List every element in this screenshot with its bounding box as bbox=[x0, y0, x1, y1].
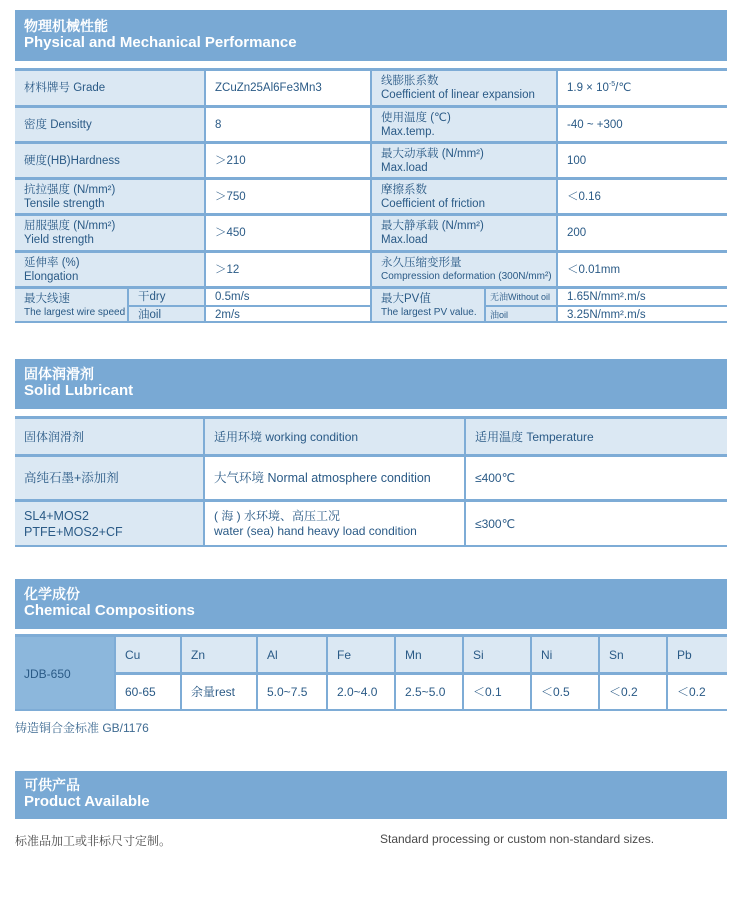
element-value-pb: ＜0.2 bbox=[668, 675, 727, 709]
row6-label2: 永久压缩变形量 Compression deformation (300N/mm²) bbox=[372, 253, 556, 286]
chemical-grade: JDB-650 bbox=[15, 637, 114, 711]
row2-label2: 使用温度 (℃) Max.temp. bbox=[372, 108, 556, 141]
linear-expansion-value: $1.9 \times 10^{-5}/℃$ bbox=[567, 81, 632, 94]
row4-label2: 摩擦系数 Coefficient of friction bbox=[372, 180, 556, 213]
element-header-zn: Zn bbox=[182, 637, 256, 672]
row2-value2: -40 ~ +300 bbox=[558, 108, 727, 141]
product-text-cn: 标准品加工或非标尺寸定制。 bbox=[15, 834, 172, 848]
row1-value2 bbox=[558, 71, 727, 105]
row5-label2: 最大静承载 (N/mm²) Max.load bbox=[372, 216, 556, 250]
row7-dry-value: 0.5m/s bbox=[206, 289, 370, 305]
lubricant-header-1: 固体润滑剂 bbox=[15, 419, 203, 454]
chemical-title-en: Chemical Compositions bbox=[24, 602, 195, 619]
element-value-ni: ＜0.5 bbox=[532, 675, 598, 709]
lubricant-row1-condition: 大气环境 Normal atmosphere condition bbox=[205, 457, 464, 499]
element-header-cu: Cu bbox=[116, 637, 180, 672]
row6-label: 延伸率 (%) Elongation bbox=[15, 253, 204, 286]
row3-value2: 100 bbox=[558, 144, 727, 177]
row6-value2: ＜0.01mm bbox=[558, 253, 727, 286]
element-value-mn: 2.5~5.0 bbox=[396, 675, 462, 709]
row2-label: 密度 Densitty bbox=[15, 108, 204, 141]
row5-value2: 200 bbox=[558, 216, 727, 250]
lubricant-row1-material: 高纯石墨+添加剂 bbox=[15, 457, 203, 499]
element-value-fe: 2.0~4.0 bbox=[328, 675, 394, 709]
lubricant-header bbox=[15, 359, 727, 409]
chemical-title-cn: 化学成份 bbox=[24, 586, 80, 602]
row7-label: 最大线速 The largest wire speed bbox=[15, 289, 127, 323]
element-header-si: Si bbox=[464, 637, 530, 672]
lubricant-row2-condition: ( 海 ) 水环境、高压工况 water (sea) hand heavy load condition bbox=[205, 502, 464, 545]
row7-without-oil-label: 无油Without oil bbox=[486, 289, 556, 305]
physical-title-cn: 物理机械性能 bbox=[24, 18, 108, 34]
row7-oil2-label: 油oil bbox=[486, 307, 556, 323]
element-value-si: ＜0.1 bbox=[464, 675, 530, 709]
lubricant-header-2: 适用环境 working condition bbox=[205, 419, 464, 454]
physical-header bbox=[15, 10, 727, 61]
element-value-cu: 60-65 bbox=[116, 675, 180, 709]
row2-value: 8 bbox=[206, 108, 370, 141]
chemical-note: 铸造铜合金标准 GB/1176 bbox=[15, 721, 149, 735]
row7-pv-dry: 1.65N/mm².m/s bbox=[558, 289, 727, 305]
row7-dry-label: 干dry bbox=[129, 289, 204, 305]
element-value-zn: 余量rest bbox=[182, 675, 256, 709]
row7-label2: 最大PV值 The largest PV value. bbox=[372, 289, 484, 323]
element-header-ni: Ni bbox=[532, 637, 598, 672]
row7-oil-value: 2m/s bbox=[206, 307, 370, 323]
product-title-en: Product Available bbox=[24, 793, 150, 810]
lubricant-row2-temp: ≤300℃ bbox=[466, 502, 727, 545]
physical-table bbox=[15, 61, 727, 323]
physical-title-en: Physical and Mechanical Performance bbox=[24, 34, 297, 51]
row3-label2: 最大动承载 (N/mm²) Max.load bbox=[372, 144, 556, 177]
row1-value: ZCuZn25Al6Fe3Mn3 bbox=[206, 71, 370, 105]
row7-pv-oil: 3.25N/mm².m/s bbox=[558, 307, 727, 323]
row4-value2: ＜0.16 bbox=[558, 180, 727, 213]
row4-label: 抗拉强度 (N/mm²) Tensile strength bbox=[15, 180, 204, 213]
product-header bbox=[15, 771, 727, 819]
element-header-al: Al bbox=[258, 637, 326, 672]
lubricant-row1-temp: ≤400℃ bbox=[466, 457, 727, 499]
row3-value: ＞210 bbox=[206, 144, 370, 177]
element-header-mn: Mn bbox=[396, 637, 462, 672]
row1-label: 材料牌号 Grade bbox=[15, 71, 204, 105]
chemical-header bbox=[15, 579, 727, 629]
element-value-sn: ＜0.2 bbox=[600, 675, 666, 709]
element-header-fe: Fe bbox=[328, 637, 394, 672]
element-value-al: 5.0~7.5 bbox=[258, 675, 326, 709]
lubricant-row2-material: SL4+MOS2 PTFE+MOS2+CF bbox=[15, 502, 203, 545]
lubricant-title-en: Solid Lubricant bbox=[24, 382, 134, 399]
lubricant-title-cn: 固体润滑剂 bbox=[24, 366, 94, 382]
row1-label2: 线膨胀系数 Coefficient of linear expansion bbox=[372, 71, 556, 105]
lubricant-table bbox=[15, 409, 727, 547]
row6-value: ＞12 bbox=[206, 253, 370, 286]
element-header-pb: Pb bbox=[668, 637, 727, 672]
row5-value: ＞450 bbox=[206, 216, 370, 250]
product-text-en: Standard processing or custom non-standard sizes. bbox=[380, 832, 655, 846]
row7-oil-label: 油oil bbox=[129, 307, 204, 323]
row4-value: ＞750 bbox=[206, 180, 370, 213]
product-title-cn: 可供产品 bbox=[24, 777, 80, 793]
element-header-sn: Sn bbox=[600, 637, 666, 672]
row3-label: 硬度(HB)Hardness bbox=[15, 144, 204, 177]
row5-label: 屈服强度 (N/mm²) Yield strength bbox=[15, 216, 204, 250]
lubricant-header-3: 适用温度 Temperature bbox=[466, 419, 727, 454]
chemical-table bbox=[15, 629, 727, 711]
